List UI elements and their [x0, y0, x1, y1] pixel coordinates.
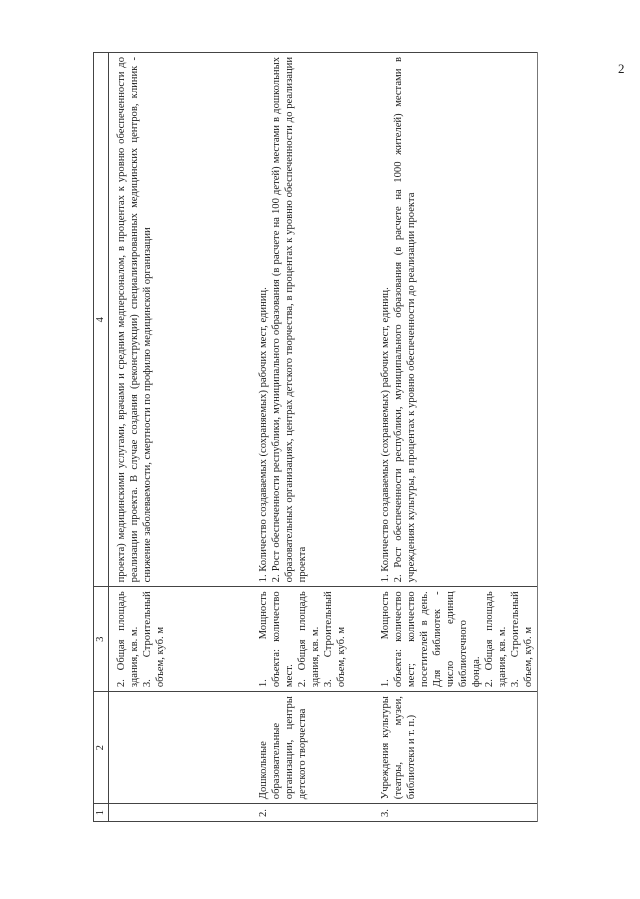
row-number: 3.: [377, 804, 538, 822]
effect-item: 1. Количество создаваемых (сохраняемых) рабочих мест, единиц.: [258, 287, 269, 583]
row-number: [109, 804, 256, 822]
effects-cell: [255, 53, 377, 587]
effect-item: 1. Количество создаваемых (сохраняемых) рабочих мест, единиц.: [380, 287, 391, 583]
projects-table: [93, 52, 538, 822]
rotated-table-container: [93, 52, 534, 822]
column-header-2: 2: [94, 692, 109, 804]
effect-item: 2. Рост обеспеченности республики, муниципального образования (в расчете на 1000 жителей) местами в учреждениях культуры, в процентах к уровню обеспеченности до реализации проекта: [393, 57, 417, 583]
effects-cell: проекта) медицинскими услугами, врачами и средним медперсоналом, в процентах к уровню обеспеченности до реализации проекта. В случае создания (реконструкции) специализированных медицинских центров, клиник - снижение заболеваемости, смертности по профилю медицинской организации: [109, 53, 256, 587]
effects-cell: [377, 53, 538, 587]
indicator-item: 2. Общая площадь здания, кв. м.: [297, 591, 321, 688]
indicators-cell: [377, 587, 538, 692]
row-number: 2.: [255, 804, 377, 822]
column-header-3: 3: [94, 587, 109, 692]
page-number: 2: [618, 61, 625, 76]
column-header-1: 1: [94, 804, 109, 822]
table-row: [255, 53, 377, 822]
column-header-4: 4: [94, 53, 109, 587]
table-header-row: [94, 53, 109, 822]
indicator-item: 2. Общая площадь здания, кв. м.: [484, 591, 508, 688]
indicator-item: 3. Строительный объем, куб. м: [142, 591, 166, 688]
table-row: [377, 53, 538, 822]
indicators-cell: [109, 587, 256, 692]
table-row: [109, 53, 256, 822]
indicators-cell: [255, 587, 377, 692]
indicator-item: 3. Строительный объем, куб. м: [323, 591, 347, 688]
indicator-item: 1. Мощность объекта: количество мест; количество посетителей в день. Для библиотек - число единиц библиотечного фонда.: [380, 591, 482, 688]
object-type: Учреждения культуры (театры, музеи, библиотеки и т. п.): [377, 692, 538, 804]
object-type: Дошкольные образовательные организации, центры детского творчества: [255, 692, 377, 804]
object-type: [109, 692, 256, 804]
indicator-item: 1. Мощность объекта: количество мест.: [258, 591, 295, 688]
effect-item: 2. Рост обеспеченности республики, муниципального образования (в расчете на 100 детей) местами в дошкольных образовательных организациях, центрах детского творчества, в процентах к уровню обеспеченности до реализации проекта: [271, 57, 308, 583]
indicator-item: 3. Строительный объем, куб. м: [510, 591, 534, 688]
indicator-item: 2. Общая площадь здания, кв. м.: [116, 591, 140, 688]
